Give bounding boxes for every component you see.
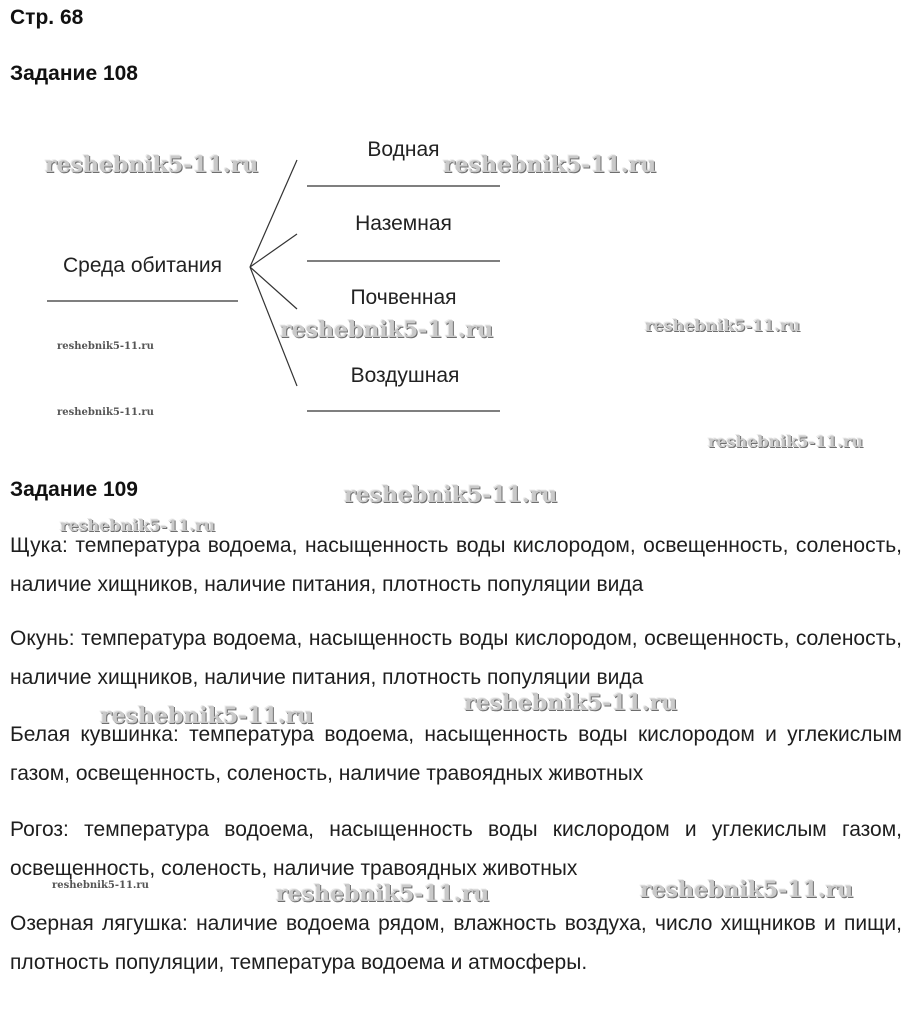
- task-109-title: Задание 109: [10, 478, 138, 501]
- paragraph-pike: Щука: температура водоема, насыщенность воды кислородом, освещенность, соленость, наличие хищников, наличие питания, плотность популяции вида: [10, 534, 902, 596]
- diagram-branch-land: Наземная: [355, 212, 452, 235]
- watermark: reshebnik5-11.ru: [344, 482, 558, 508]
- watermark: reshebnik5-11.ru: [57, 341, 154, 352]
- watermark: reshebnik5-11.ru: [645, 316, 801, 335]
- paragraph-cattail: Рогоз: температура водоема, насыщенность воды кислородом и углекислым газом, освещенность, соленость, наличие травоядных животных: [10, 818, 902, 880]
- diagram-branch-water: Водная: [367, 138, 440, 161]
- task-108-title: Задание 108: [10, 62, 138, 85]
- watermark: reshebnik5-11.ru: [464, 690, 678, 716]
- watermark: reshebnik5-11.ru: [443, 152, 657, 178]
- watermark: reshebnik5-11.ru: [100, 703, 314, 729]
- paragraph-perch: Окунь: температура водоема, насыщенность воды кислородом, освещенность, соленость, наличие хищников, наличие питания, плотность популяции вида: [10, 627, 902, 689]
- paragraph-frog: Озерная лягушка: наличие водоема рядом, влажность воздуха, число хищников и пищи, плотность популяции, температура водоема и атмосферы.: [10, 912, 902, 974]
- diagram-branch-soil: Почвенная: [350, 286, 457, 309]
- diagram-branch-air: Воздушная: [350, 364, 460, 387]
- watermark: reshebnik5-11.ru: [640, 877, 854, 903]
- watermark: reshebnik5-11.ru: [45, 152, 259, 178]
- watermark: reshebnik5-11.ru: [276, 881, 490, 907]
- watermark: reshebnik5-11.ru: [60, 516, 216, 535]
- watermark: reshebnik5-11.ru: [280, 317, 494, 343]
- paragraph-water-lily: Белая кувшинка: температура водоема, насыщенность воды кислородом и углекислым газом, освещенность, соленость, наличие травоядных животных: [10, 723, 902, 785]
- diagram-root: Среда обитания: [62, 254, 223, 277]
- watermark: reshebnik5-11.ru: [708, 432, 864, 451]
- page-label: Стр. 68: [10, 6, 84, 29]
- watermark: reshebnik5-11.ru: [52, 880, 149, 891]
- watermark: reshebnik5-11.ru: [57, 407, 154, 418]
